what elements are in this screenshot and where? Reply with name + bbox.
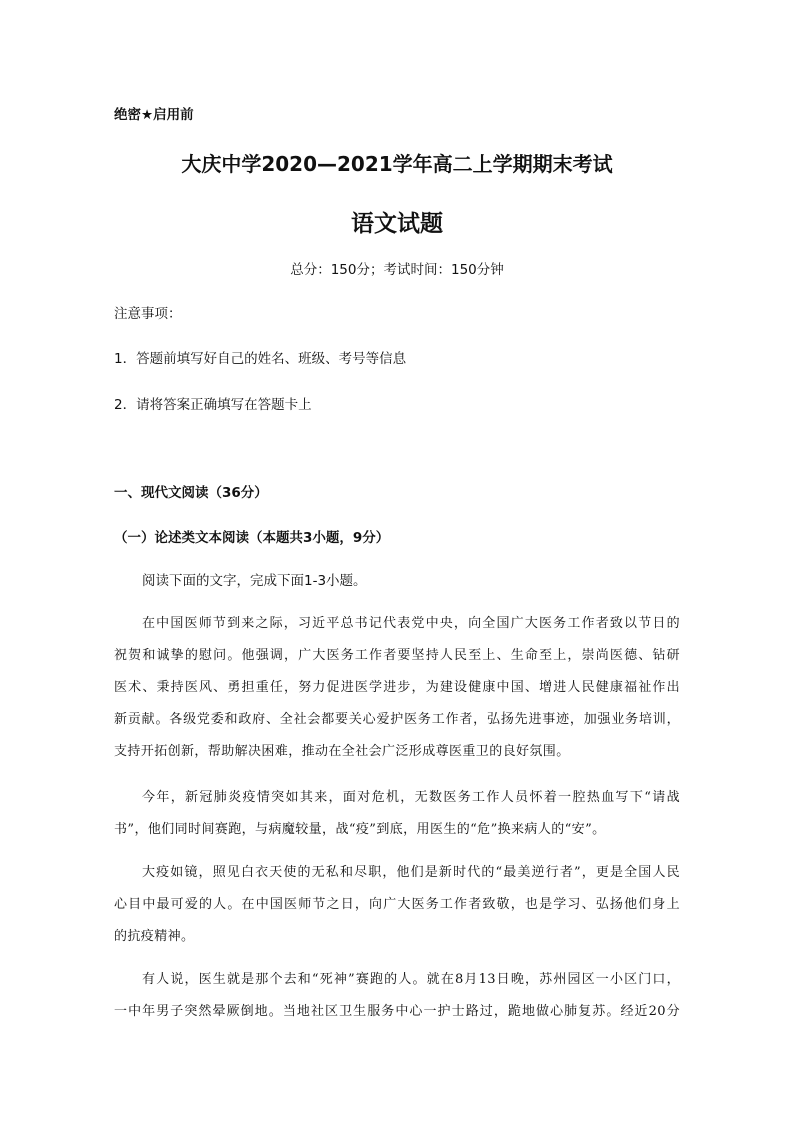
paragraph-line: 有人说，医生就是那个去和“死神”赛跑的人。就在8月13日晚，苏州园区一小区门口，	[142, 972, 680, 987]
exam-meta: 总分：150分；考试时间：150分钟	[290, 262, 504, 278]
note-item: 2．请将答案正确填写在答题卡上	[114, 397, 312, 413]
paragraph-line: 书”，他们同时间赛跑，与病魔较量，战“疫”到底，用医生的“危”换来病人的“安”。	[114, 822, 606, 837]
paragraph-line: 支持开拓创新，帮助解决困难，推动在全社会广泛形成尊医重卫的良好氛围。	[114, 744, 570, 759]
paragraph-line: 在中国医师节到来之际，习近平总书记代表党中央，向全国广大医务工作者致以节日的	[142, 616, 680, 631]
exam-title: 大庆中学2020—2021学年高二上学期期末考试	[181, 152, 613, 176]
confidential-mark: 绝密★启用前	[114, 107, 194, 123]
paragraph-line: 一中年男子突然晕厥倒地。当地社区卫生服务中心一护士路过，跪地做心肺复苏。经近20分	[114, 1004, 680, 1019]
reading-instruction: 阅读下面的文字，完成下面1-3小题。	[142, 573, 367, 589]
paragraph-line: 心目中最可爱的人。在中国医师节之日，向广大医务工作者致敬，也是学习、弘扬他们身上	[114, 897, 680, 912]
section-heading: 一、现代文阅读（36分）	[114, 485, 268, 501]
paragraph-line: 新贡献。各级党委和政府、全社会都要关心爱护医务工作者，弘扬先进事迹，加强业务培训，	[114, 712, 680, 727]
subsection-heading: （一）论述类文本阅读（本题共3小题，9分）	[114, 530, 390, 546]
paragraph-line: 大疫如镜，照见白衣天使的无私和尽职，他们是新时代的“最美逆行者”，更是全国人民	[142, 865, 680, 880]
paragraph-line: 的抗疫精神。	[114, 929, 195, 944]
paragraph-line: 祝贺和诚挚的慰问。他强调，广大医务工作者要坚持人民至上、生命至上，崇尚医德、钻研	[114, 648, 680, 663]
notes-heading: 注意事项：	[114, 306, 182, 322]
paragraph-line: 医术、秉持医风、勇担重任，努力促进医学进步，为建设健康中国、增进人民健康福祉作出	[114, 680, 680, 695]
paragraph-line: 今年，新冠肺炎疫情突如其来，面对危机，无数医务工作人员怀着一腔热血写下“请战	[142, 790, 680, 805]
note-item: 1．答题前填写好自己的姓名、班级、考号等信息	[114, 351, 407, 367]
subject-title: 语文试题	[351, 211, 443, 237]
